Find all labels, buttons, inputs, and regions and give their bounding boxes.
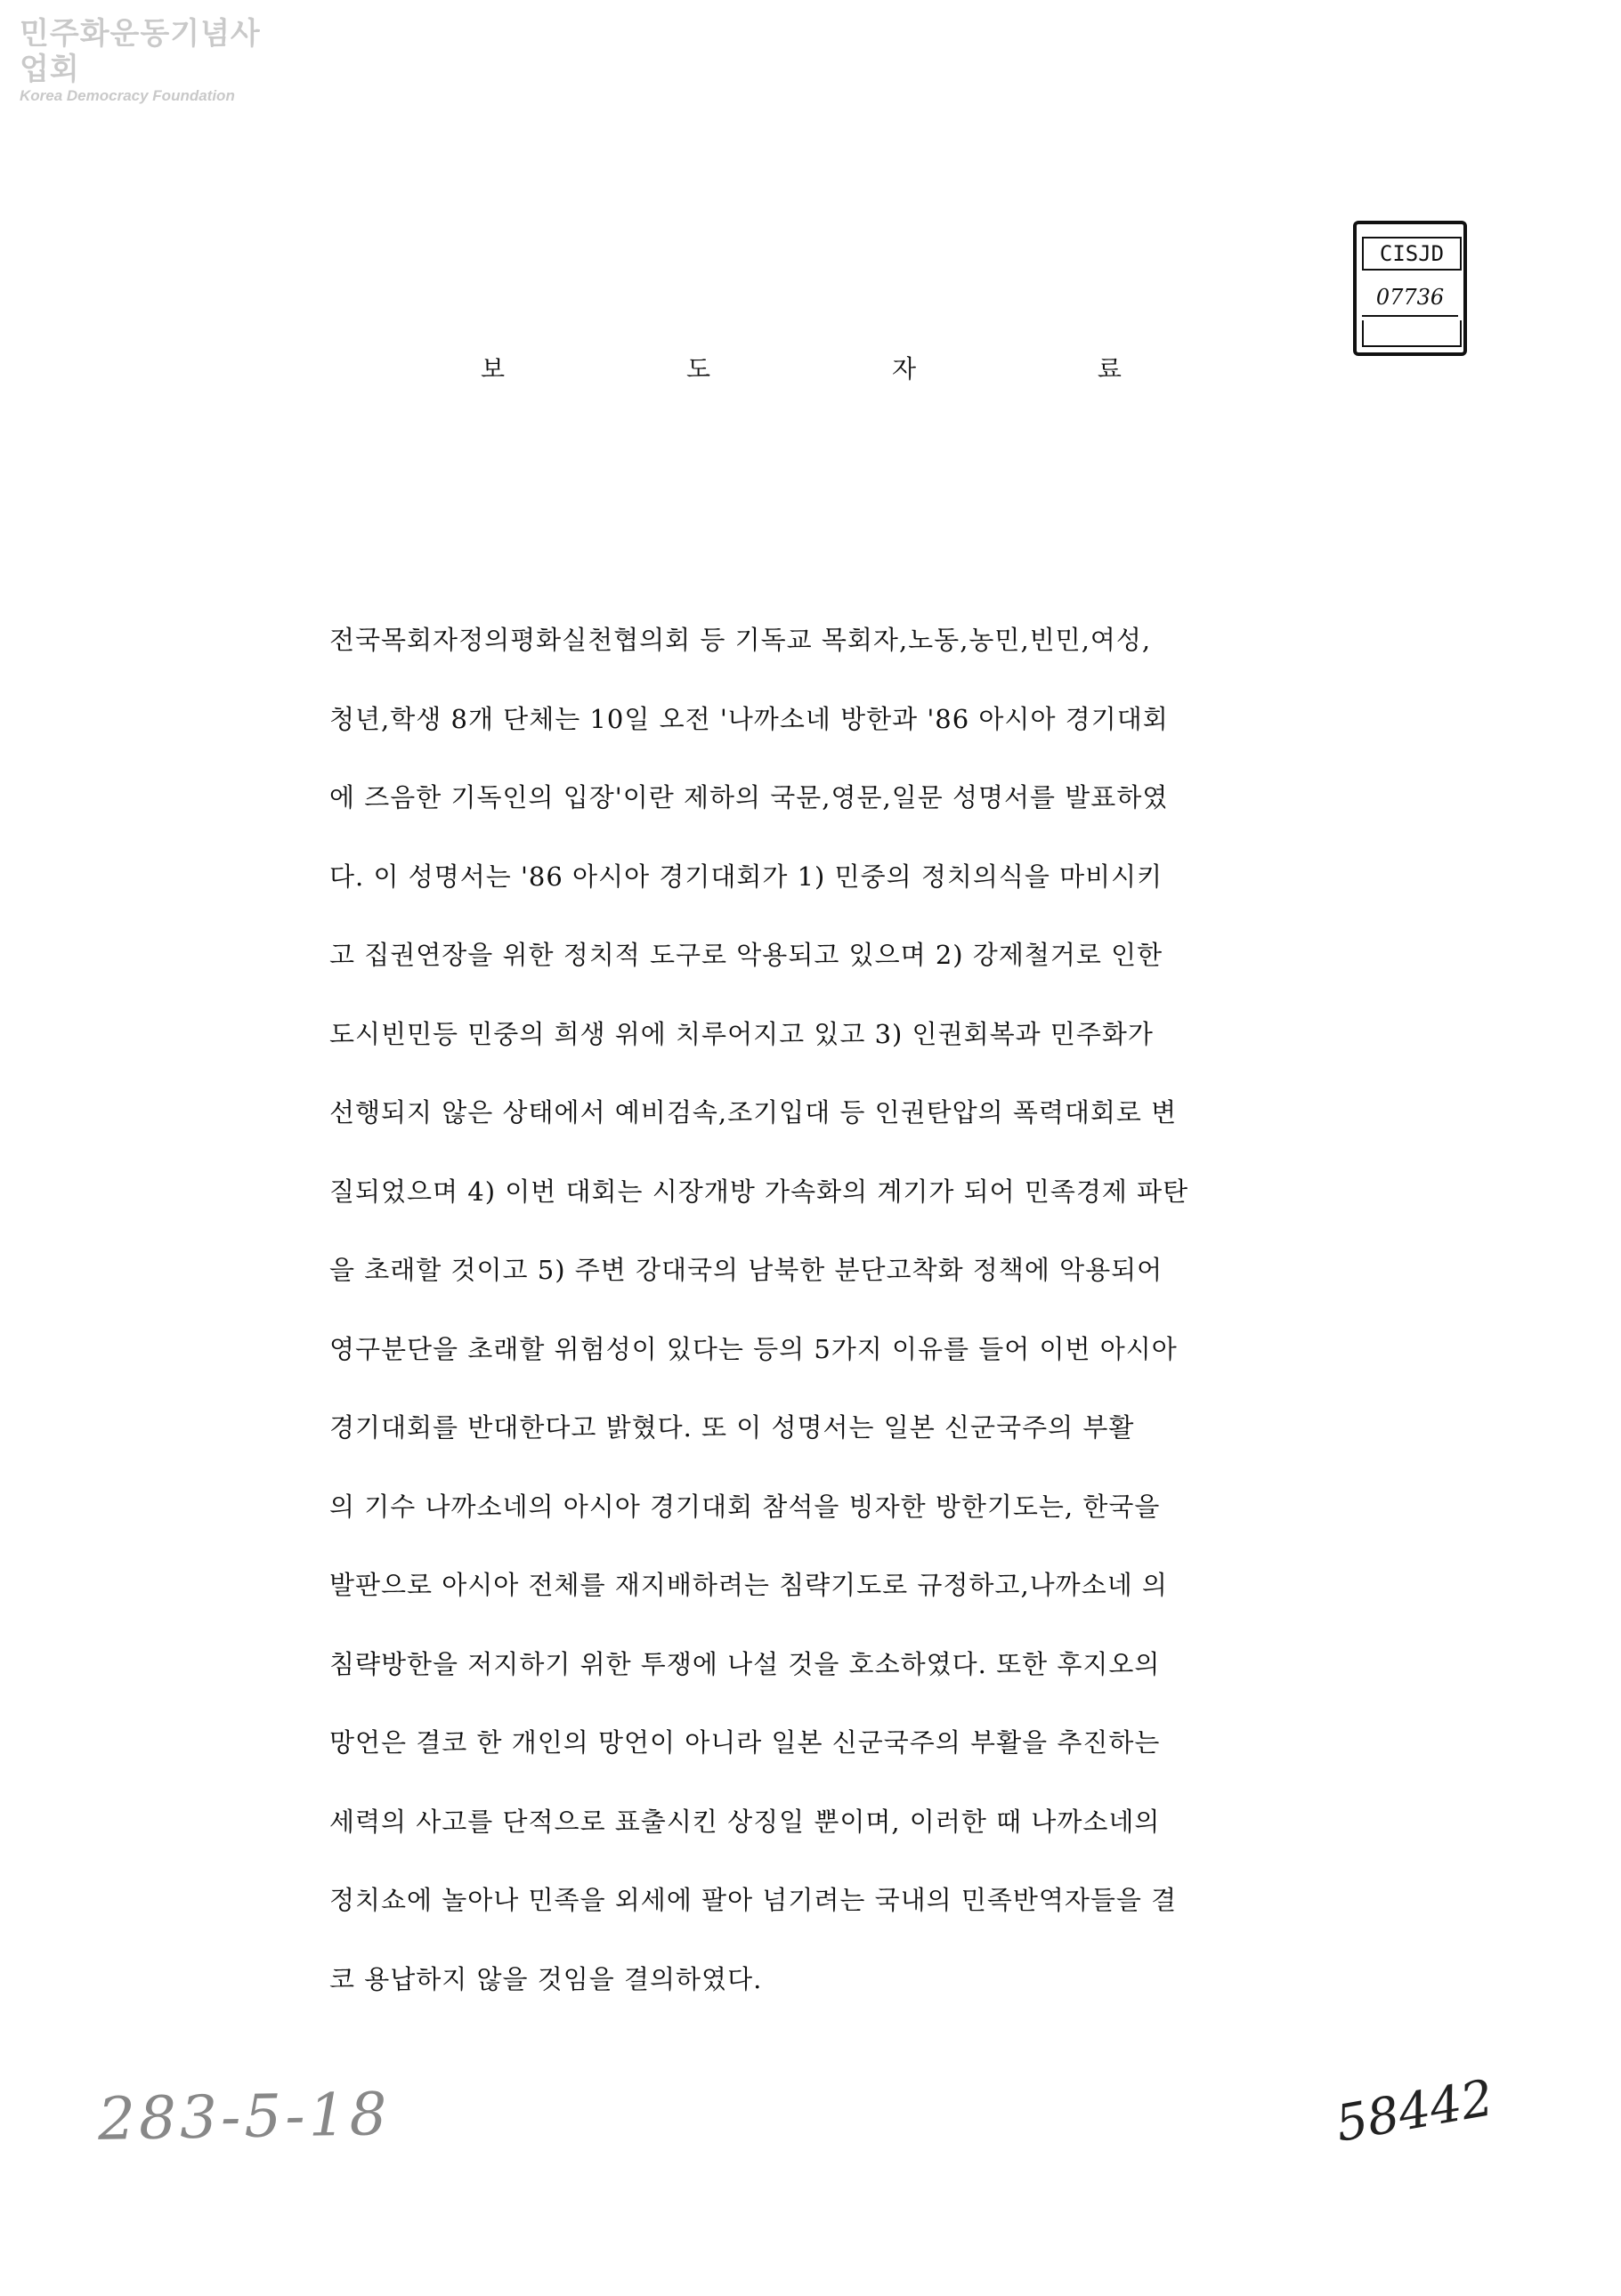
- body-line: 전국목회자정의평화실천협의회 등 기독교 목회자,노동,농민,빈민,여성,: [329, 625, 1152, 655]
- body-line: 고 집권연장을 위한 정치적 도구로 악용되고 있으며 2) 강제철거로 인한: [329, 940, 1163, 970]
- stamp-number: 07736: [1362, 279, 1458, 317]
- document-title: [481, 352, 1122, 387]
- title-char: 자: [891, 354, 916, 384]
- body-line: 다. 이 성명서는 '86 아시아 경기대회가 1) 민중의 정치의식을 마비시키: [329, 861, 1163, 892]
- body-line: 선행되지 않은 상태에서 예비검속,조기입대 등 인권탄압의 폭력대회로 변: [329, 1097, 1178, 1128]
- stamp-blank-box: [1362, 320, 1462, 347]
- foundation-watermark: [20, 16, 287, 105]
- body-line: 침략방한을 저지하기 위한 투쟁에 나설 것을 호소하였다. 또한 후지오의: [329, 1648, 1161, 1679]
- body-line: 에 즈음한 기독인의 입장'이란 제하의 국문,영문,일문 성명서를 발표하였: [329, 782, 1169, 812]
- handwritten-reference: 283-5-18: [97, 2080, 392, 2154]
- watermark-english: Korea Democracy Foundation: [20, 87, 235, 104]
- body-line: 청년,학생 8개 단체는 10일 오전 '나까소네 방한과 '86 아시아 경기대회: [329, 703, 1169, 734]
- body-line: 정치쇼에 놀아나 민족을 외세에 팔아 넘기려는 국내의 민족반역자들을 결: [329, 1885, 1178, 1915]
- body-line: 망언은 결코 한 개인의 망언이 아니라 일본 신군국주의 부활을 추진하는: [329, 1727, 1161, 1758]
- body-line: 세력의 사고를 단적으로 표출시킨 상징일 뿐이며, 이러한 때 나까소네의: [329, 1806, 1161, 1837]
- archive-stamp: [1353, 221, 1467, 356]
- press-release-body: [329, 601, 1273, 2018]
- stamp-code: CISJD: [1362, 237, 1462, 271]
- handwritten-page-number: 58442: [1331, 2069, 1498, 2154]
- body-line: 질되었으며 4) 이번 대회는 시장개방 가속화의 계기가 되어 민족경제 파탄: [329, 1176, 1189, 1207]
- watermark-korean: 민주화운동기념사업회: [20, 16, 261, 87]
- body-line: 을 초래할 것이고 5) 주변 강대국의 남북한 분단고착화 정책에 악용되어: [329, 1255, 1163, 1285]
- body-line: 영구분단을 초래할 위험성이 있다는 등의 5가지 이유를 들어 이번 아시아: [329, 1333, 1178, 1364]
- body-line: 도시빈민등 민중의 희생 위에 치루어지고 있고 3) 인권회복과 민주화가: [329, 1018, 1154, 1049]
- body-line: 의 기수 나까소네의 아시아 경기대회 참석을 빙자한 방한기도는, 한국을: [329, 1491, 1161, 1522]
- body-line: 발판으로 아시아 전체를 재지배하려는 침략기도로 규정하고,나까소네 의: [329, 1570, 1168, 1600]
- title-char: 료: [1097, 354, 1122, 384]
- title-char: 보: [481, 354, 506, 384]
- title-char: 도: [685, 354, 711, 384]
- body-line: 코 용납하지 않을 것임을 결의하였다.: [329, 1963, 763, 1994]
- body-line: 경기대회를 반대한다고 밝혔다. 또 이 성명서는 일본 신군국주의 부활: [329, 1412, 1135, 1443]
